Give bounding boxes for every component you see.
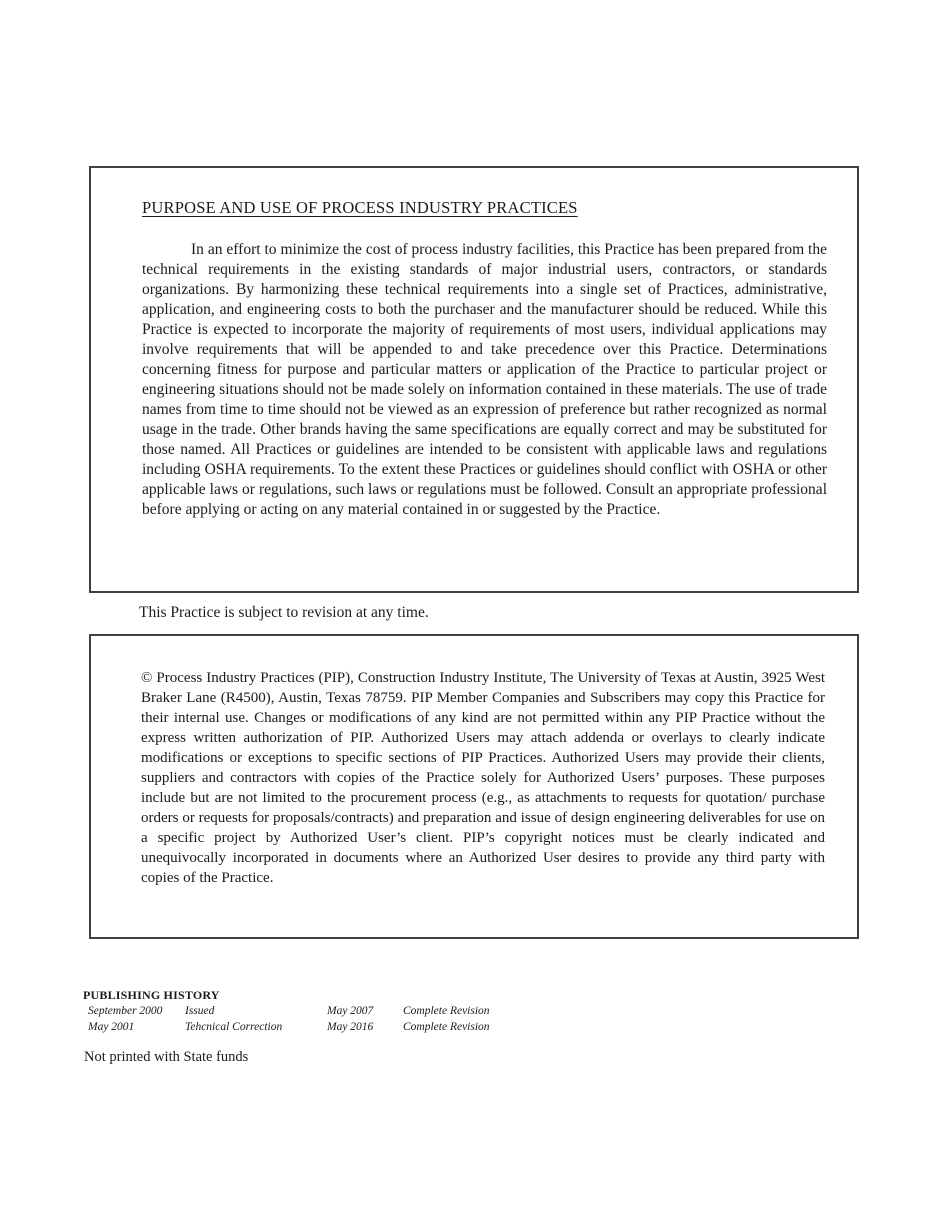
history-date: September 2000 [88,1005,163,1017]
history-event: Complete Revision [403,1021,490,1033]
revision-note: This Practice is subject to revision at any time. [139,604,429,621]
state-funds-note: Not printed with State funds [84,1049,249,1065]
history-event: Issued [185,1005,215,1017]
publishing-history-row [83,1019,490,1035]
history-date: May 2016 [327,1021,374,1033]
history-event: Complete Revision [403,1005,490,1017]
publishing-history-heading: PUBLISHING HISTORY [83,988,220,1002]
copyright-body-paragraph: © Process Industry Practices (PIP), Construction Industry Institute, The University of Texas at Austin, 3925 West Braker Lane (R4500), Austin, Texas 78759. PIP Member Companies and Subscribers may copy this Practice for their internal use. Changes or modifications of any kind are not permitted within any PIP Practice without the express written authorization of PIP. Authorized Users may attach addenda or overlays to clearly indicate modifications or exceptions to specific sections of PIP Practices. Authorized Users may provide their clients, suppliers and contractors with copies of the Practice solely for Authorized Users’ purposes. These purposes include but are not limited to the procurement process (e.g., as attachments to requests for quotation/ purchase orders or requests for proposals/contracts) and preparation and issue of design engineering deliverables for use on a specific project by Authorized User’s client. PIP’s copyright notices must be clearly indicated and unequivocally incorporated in documents where an Authorized User desires to provide any third party with copies of the Practice. [141,670,825,886]
publishing-history [83,987,490,1035]
copyright-box [89,634,859,939]
purpose-title: PURPOSE AND USE OF PROCESS INDUSTRY PRACTICES [142,198,578,217]
publishing-history-row [83,1003,490,1019]
purpose-body-paragraph: In an effort to minimize the cost of process industry facilities, this Practice has been prepared from the technical requirements in the existing standards of major industrial users, contractors, or standards organizations. By harmonizing these technical requirements into a single set of Practices, administrative, application, and engineering costs to both the purchaser and the manufacturer should be reduced. While this Practice is expected to incorporate the majority of requirements of most users, individual applications may involve requirements that will be appended to and take precedence over this Practice. Determinations concerning fitness for purpose and particular matters or application of the Practice to particular project or engineering situations should not be made solely on information contained in these materials. The use of trade names from time to time should not be viewed as an expression of preference but rather recognized as normal usage in the trade. Other brands having the same specifications are equally correct and may be substituted for those named. All Practices or guidelines are intended to be consistent with applicable laws and regulations including OSHA requirements. To the extent these Practices or guidelines should conflict with OSHA or other applicable laws or regulations, such laws or regulations must be followed. Consult an appropriate professional before applying or acting on any material contained in or suggested by the Practice. [142,241,827,518]
history-event: Tehcnical Correction [185,1021,283,1033]
history-date: May 2007 [327,1005,374,1017]
history-date: May 2001 [88,1021,135,1033]
purpose-box [89,166,859,593]
